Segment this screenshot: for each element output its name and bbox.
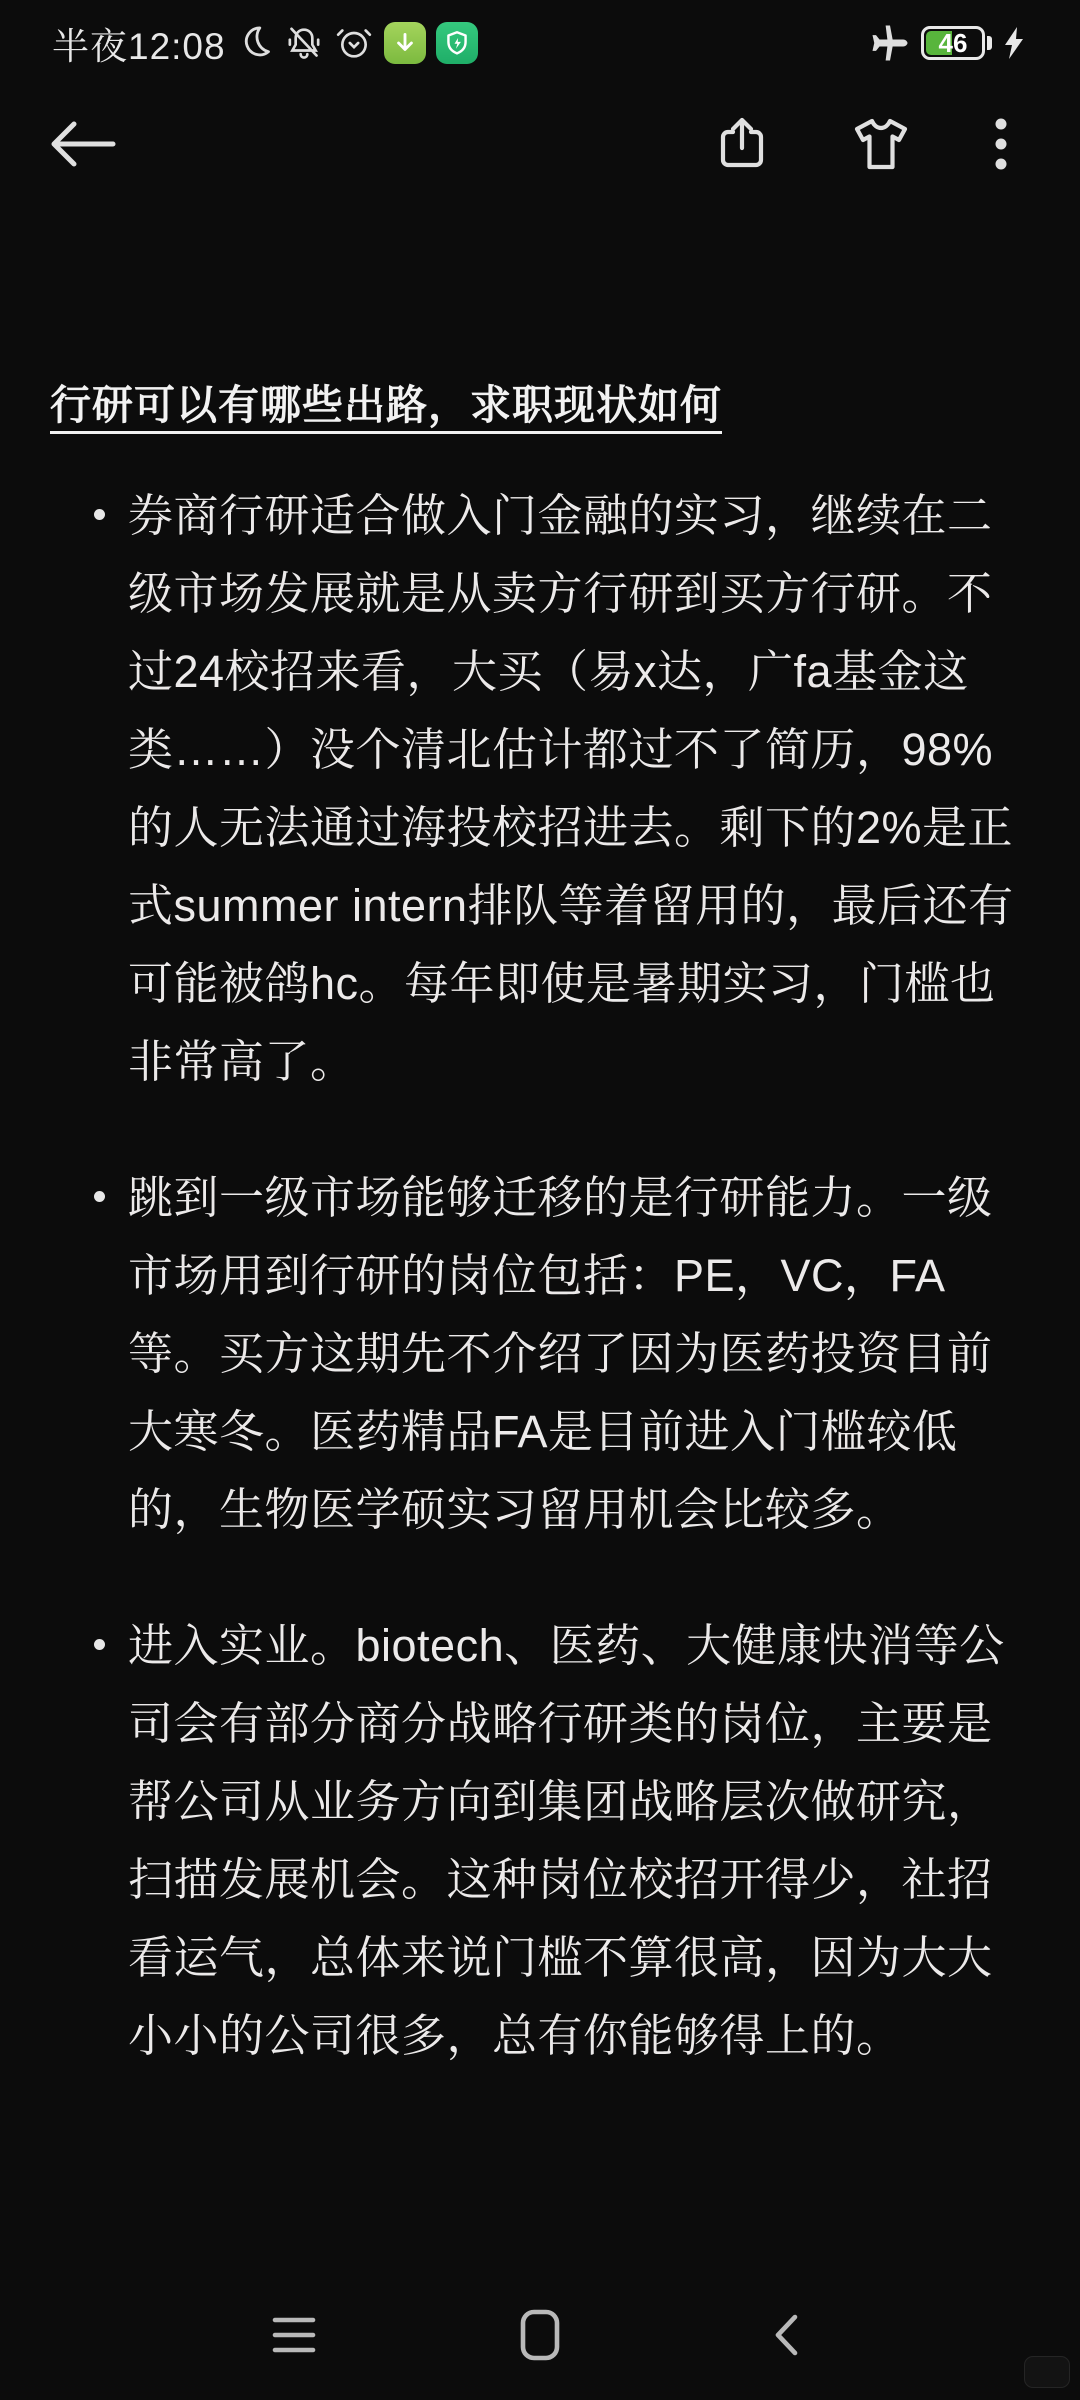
alarm-clock-icon	[334, 23, 374, 63]
system-nav-bar	[0, 2270, 1080, 2400]
theme-tshirt-button[interactable]	[852, 117, 910, 171]
status-time: 半夜12:08	[52, 26, 226, 67]
bullet-item-1: 券商行研适合做入门金融的实习，继续在二级市场发展就是从卖方行研到买方行研。不过24校招来看，大买（易x达，广fa基金这类……）没个清北估计都过不了简历，98%的人无法通过海投校招进去。剩下的2%是正式summer intern排队等着留用的，最后还有可能被鸽hc。每年即使是暑期实习，门槛也非常高了。	[94, 477, 1016, 1101]
note-title: 行研可以有哪些出路，求职现状如何	[50, 382, 722, 428]
note-content	[50, 372, 1016, 2133]
battery-cap	[987, 36, 992, 50]
share-button[interactable]	[716, 116, 768, 172]
vibrate-off-icon	[284, 23, 324, 63]
watermark-badge	[1024, 2356, 1070, 2388]
recents-button[interactable]	[266, 2307, 322, 2363]
battery-percent: 46	[938, 28, 968, 58]
more-menu-button[interactable]	[994, 116, 1008, 172]
back-nav-button[interactable]	[758, 2307, 814, 2363]
charging-bolt-icon	[1002, 26, 1028, 60]
bullet-item-3: 进入实业。biotech、医药、大健康快消等公司会有部分商分战略行研类的岗位，主要是帮公司从业务方向到集团战略层次做研究，扫描发展机会。这种岗位校招开得少，社招看运气，总体来说门槛不算很高，因为大大小小的公司很多，总有你能够得上的。	[94, 1607, 1016, 2075]
home-button[interactable]	[512, 2307, 568, 2363]
airplane-mode-icon	[869, 22, 911, 64]
download-manager-app-icon	[384, 22, 426, 64]
battery-outline	[921, 26, 985, 60]
security-shield-app-icon	[436, 22, 478, 64]
back-button[interactable]	[48, 118, 118, 170]
bullet-item-2: 跳到一级市场能够迁移的是行研能力。一级市场用到行研的岗位包括：PE，VC，FA等。买方这期先不介绍了因为医药投资目前大寒冬。医药精品FA是目前进入门槛较低的，生物医学硕实习留用机会比较多。	[94, 1159, 1016, 1549]
battery-indicator	[921, 26, 992, 60]
status-bar	[0, 0, 1080, 72]
app-toolbar	[0, 96, 1080, 192]
do-not-disturb-moon-icon	[236, 24, 274, 62]
bullet-list	[94, 477, 1016, 2075]
